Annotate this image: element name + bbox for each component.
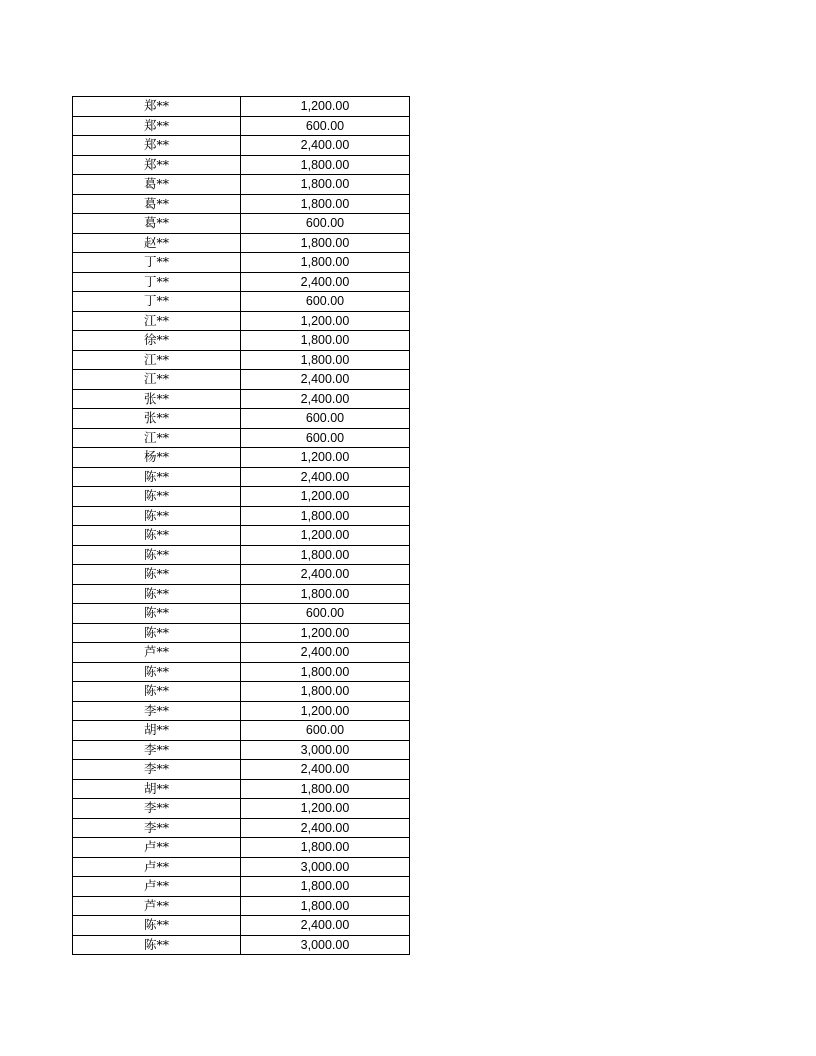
name-cell: 葛** xyxy=(73,214,241,234)
name-cell: 李** xyxy=(73,760,241,780)
amount-cell: 1,200.00 xyxy=(241,448,410,468)
table-row xyxy=(73,935,410,955)
name-cell: 葛** xyxy=(73,194,241,214)
name-cell: 芦** xyxy=(73,643,241,663)
amount-cell: 1,200.00 xyxy=(241,526,410,546)
name-cell: 胡** xyxy=(73,721,241,741)
amount-cell: 600.00 xyxy=(241,292,410,312)
amount-cell: 1,800.00 xyxy=(241,682,410,702)
table-row xyxy=(73,604,410,624)
table-row xyxy=(73,916,410,936)
table-row xyxy=(73,643,410,663)
name-cell: 江** xyxy=(73,350,241,370)
amount-cell: 3,000.00 xyxy=(241,740,410,760)
table-row xyxy=(73,682,410,702)
amount-cell: 1,800.00 xyxy=(241,662,410,682)
name-cell: 李** xyxy=(73,701,241,721)
name-cell: 赵** xyxy=(73,233,241,253)
table-row xyxy=(73,370,410,390)
name-cell: 陈** xyxy=(73,604,241,624)
amount-cell: 1,800.00 xyxy=(241,545,410,565)
name-cell: 李** xyxy=(73,799,241,819)
table-row xyxy=(73,214,410,234)
amount-cell: 3,000.00 xyxy=(241,935,410,955)
name-cell: 葛** xyxy=(73,175,241,195)
name-cell: 陈** xyxy=(73,487,241,507)
amount-cell: 1,800.00 xyxy=(241,175,410,195)
table-row xyxy=(73,233,410,253)
table-row xyxy=(73,877,410,897)
name-cell: 陈** xyxy=(73,935,241,955)
amount-cell: 1,800.00 xyxy=(241,877,410,897)
table-row xyxy=(73,565,410,585)
name-amount-table xyxy=(72,96,410,955)
amount-cell: 2,400.00 xyxy=(241,760,410,780)
amount-cell: 1,200.00 xyxy=(241,623,410,643)
amount-cell: 1,800.00 xyxy=(241,350,410,370)
name-cell: 卢** xyxy=(73,857,241,877)
amount-cell: 1,800.00 xyxy=(241,584,410,604)
amount-cell: 1,200.00 xyxy=(241,487,410,507)
amount-cell: 2,400.00 xyxy=(241,916,410,936)
name-cell: 郑** xyxy=(73,155,241,175)
table-row xyxy=(73,350,410,370)
name-cell: 卢** xyxy=(73,838,241,858)
table-row xyxy=(73,155,410,175)
amount-cell: 2,400.00 xyxy=(241,467,410,487)
name-cell: 丁** xyxy=(73,272,241,292)
table-row xyxy=(73,175,410,195)
table-row xyxy=(73,584,410,604)
name-cell: 陈** xyxy=(73,916,241,936)
amount-cell: 1,800.00 xyxy=(241,194,410,214)
table-row xyxy=(73,896,410,916)
amount-cell: 600.00 xyxy=(241,214,410,234)
table-row xyxy=(73,331,410,351)
amount-cell: 2,400.00 xyxy=(241,136,410,156)
table-row xyxy=(73,799,410,819)
table-row xyxy=(73,292,410,312)
name-cell: 陈** xyxy=(73,545,241,565)
table-row xyxy=(73,487,410,507)
table-row xyxy=(73,623,410,643)
name-cell: 郑** xyxy=(73,97,241,117)
amount-cell: 1,800.00 xyxy=(241,155,410,175)
table-row xyxy=(73,194,410,214)
name-cell: 徐** xyxy=(73,331,241,351)
name-cell: 丁** xyxy=(73,292,241,312)
table-row xyxy=(73,779,410,799)
amount-cell: 1,800.00 xyxy=(241,779,410,799)
table-row xyxy=(73,721,410,741)
amount-cell: 600.00 xyxy=(241,721,410,741)
amount-cell: 600.00 xyxy=(241,116,410,136)
amount-cell: 2,400.00 xyxy=(241,818,410,838)
name-cell: 李** xyxy=(73,818,241,838)
amount-cell: 2,400.00 xyxy=(241,643,410,663)
table-row xyxy=(73,662,410,682)
amount-cell: 1,800.00 xyxy=(241,253,410,273)
name-cell: 陈** xyxy=(73,467,241,487)
name-cell: 郑** xyxy=(73,116,241,136)
name-cell: 张** xyxy=(73,389,241,409)
amount-cell: 600.00 xyxy=(241,604,410,624)
table-row xyxy=(73,389,410,409)
amount-cell: 1,200.00 xyxy=(241,311,410,331)
name-cell: 陈** xyxy=(73,506,241,526)
table-row xyxy=(73,428,410,448)
name-cell: 李** xyxy=(73,740,241,760)
table-row xyxy=(73,526,410,546)
table-row xyxy=(73,818,410,838)
amount-cell: 600.00 xyxy=(241,409,410,429)
table-row xyxy=(73,857,410,877)
name-cell: 杨** xyxy=(73,448,241,468)
name-cell: 陈** xyxy=(73,584,241,604)
amount-cell: 1,800.00 xyxy=(241,331,410,351)
name-cell: 陈** xyxy=(73,682,241,702)
table-row xyxy=(73,838,410,858)
name-cell: 江** xyxy=(73,370,241,390)
table-row xyxy=(73,409,410,429)
amount-cell: 1,200.00 xyxy=(241,97,410,117)
name-cell: 陈** xyxy=(73,526,241,546)
table-row xyxy=(73,311,410,331)
amount-cell: 1,200.00 xyxy=(241,799,410,819)
name-cell: 张** xyxy=(73,409,241,429)
name-cell: 陈** xyxy=(73,565,241,585)
table-row xyxy=(73,545,410,565)
table-row xyxy=(73,701,410,721)
table-row xyxy=(73,506,410,526)
amount-cell: 1,800.00 xyxy=(241,233,410,253)
table-row xyxy=(73,740,410,760)
table-body xyxy=(73,97,410,955)
amount-cell: 1,200.00 xyxy=(241,701,410,721)
amount-cell: 600.00 xyxy=(241,428,410,448)
name-cell: 胡** xyxy=(73,779,241,799)
name-cell: 芦** xyxy=(73,896,241,916)
table-row xyxy=(73,136,410,156)
amount-cell: 3,000.00 xyxy=(241,857,410,877)
amount-cell: 1,800.00 xyxy=(241,896,410,916)
name-cell: 陈** xyxy=(73,662,241,682)
amount-cell: 2,400.00 xyxy=(241,565,410,585)
amount-cell: 2,400.00 xyxy=(241,370,410,390)
table-row xyxy=(73,448,410,468)
table-row xyxy=(73,253,410,273)
name-cell: 卢** xyxy=(73,877,241,897)
amount-cell: 2,400.00 xyxy=(241,389,410,409)
table-row xyxy=(73,760,410,780)
amount-cell: 1,800.00 xyxy=(241,838,410,858)
table-row xyxy=(73,272,410,292)
amount-cell: 2,400.00 xyxy=(241,272,410,292)
table-row xyxy=(73,97,410,117)
table-row xyxy=(73,116,410,136)
name-cell: 郑** xyxy=(73,136,241,156)
name-cell: 江** xyxy=(73,428,241,448)
amount-cell: 1,800.00 xyxy=(241,506,410,526)
table-row xyxy=(73,467,410,487)
name-cell: 江** xyxy=(73,311,241,331)
name-cell: 丁** xyxy=(73,253,241,273)
name-cell: 陈** xyxy=(73,623,241,643)
